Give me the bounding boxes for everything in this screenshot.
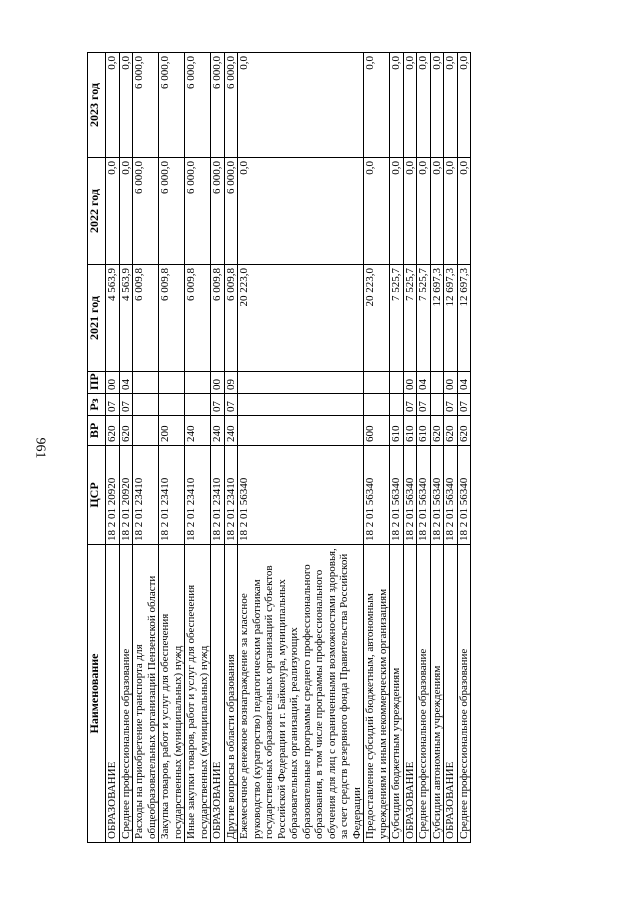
cell-rz [133, 394, 159, 416]
cell-rz: 07 [224, 394, 238, 416]
cell-pr [238, 372, 364, 394]
cell-csr: 18 2 01 56340 [390, 446, 404, 545]
cell-vr: 240 [185, 416, 211, 446]
cell-csr: 18 2 01 56340 [238, 446, 364, 545]
cell-name: Субсидии бюджетным учреждениям [390, 545, 404, 843]
table-row [417, 53, 431, 843]
cell-csr: 18 2 01 23410 [211, 446, 225, 545]
table-row [211, 53, 225, 843]
header-cell-2023: 2023 год [88, 53, 106, 158]
table-row [430, 53, 444, 843]
table-row [185, 53, 211, 843]
cell-csr: 18 2 01 20920 [106, 446, 120, 545]
cell-pr: 00 [403, 372, 417, 394]
page-number: 961 [32, 437, 48, 459]
cell-vr: 600 [364, 416, 390, 446]
cell-2021: 6 009,8 [185, 265, 211, 372]
cell-2021: 20 223,0 [238, 265, 364, 372]
cell-csr: 18 2 01 56340 [364, 446, 390, 545]
table-row [390, 53, 404, 843]
cell-vr: 240 [211, 416, 225, 446]
cell-name: Другие вопросы в области образования [224, 545, 238, 843]
cell-vr: 610 [403, 416, 417, 446]
cell-2023: 6 000,0 [159, 53, 185, 158]
cell-rz: 07 [417, 394, 431, 416]
cell-pr: 04 [119, 372, 133, 394]
cell-2022: 0,0 [364, 158, 390, 265]
table-row [224, 53, 238, 843]
cell-vr: 620 [444, 416, 458, 446]
cell-2023: 0,0 [417, 53, 431, 158]
header-cell-2021: 2021 год [88, 265, 106, 372]
cell-rz [390, 394, 404, 416]
cell-name: Среднее профессиональное образование [417, 545, 431, 843]
cell-name: ОБРАЗОВАНИЕ [211, 545, 225, 843]
cell-2022: 0,0 [457, 158, 471, 265]
cell-pr [185, 372, 211, 394]
header-cell-2022: 2022 год [88, 158, 106, 265]
cell-rz [159, 394, 185, 416]
header-cell-csr: ЦСР [88, 446, 106, 545]
cell-vr: 620 [106, 416, 120, 446]
cell-2021: 4 563,9 [106, 265, 120, 372]
cell-name: Ежемесячное денежное вознаграждение за классное руководство (кураторство) педагогическим работникам государственных образовательных организаций субъектов Российской Федерации и г. Байконура, муниципальных образовательных организаций, реализующих образовательные программы среднего профессионального образования, в том числе программы профессионального обучения для лиц с ограниченными возможностями здоровья, за счет средств резервного фонда Правительства Российской Федерации [238, 545, 364, 843]
cell-2023: 0,0 [238, 53, 364, 158]
table-body [106, 53, 471, 843]
cell-rz: 07 [403, 394, 417, 416]
cell-pr [159, 372, 185, 394]
cell-pr: 00 [211, 372, 225, 394]
cell-vr: 620 [430, 416, 444, 446]
cell-2022: 6 000,0 [159, 158, 185, 265]
cell-2023: 0,0 [390, 53, 404, 158]
cell-csr: 18 2 01 56340 [430, 446, 444, 545]
cell-pr [430, 372, 444, 394]
cell-2022: 0,0 [430, 158, 444, 265]
cell-rz: 07 [106, 394, 120, 416]
cell-2023: 6 000,0 [133, 53, 159, 158]
cell-2022: 6 000,0 [133, 158, 159, 265]
cell-csr: 18 2 01 23410 [224, 446, 238, 545]
table-row [133, 53, 159, 843]
cell-2021: 6 009,8 [133, 265, 159, 372]
cell-name: Субсидии автономным учреждениям [430, 545, 444, 843]
table-row [444, 53, 458, 843]
cell-name: ОБРАЗОВАНИЕ [106, 545, 120, 843]
table-row [119, 53, 133, 843]
rotated-page [87, 53, 527, 843]
cell-2023: 6 000,0 [185, 53, 211, 158]
cell-vr [238, 416, 364, 446]
cell-2021: 12 697,3 [430, 265, 444, 372]
table-row [159, 53, 185, 843]
cell-2021: 12 697,3 [457, 265, 471, 372]
cell-2021: 6 009,8 [224, 265, 238, 372]
cell-2023: 0,0 [364, 53, 390, 158]
cell-name: ОБРАЗОВАНИЕ [444, 545, 458, 843]
cell-2021: 6 009,8 [159, 265, 185, 372]
cell-2023: 0,0 [403, 53, 417, 158]
cell-2023: 6 000,0 [211, 53, 225, 158]
header-cell-vr: ВР [88, 416, 106, 446]
cell-name: Расходы на приобретение транспорта для общеобразовательных организаций Пензенской области [133, 545, 159, 843]
cell-csr: 18 2 01 23410 [159, 446, 185, 545]
budget-table [87, 52, 471, 843]
cell-rz [238, 394, 364, 416]
cell-pr [133, 372, 159, 394]
header-cell-pr: ПР [88, 372, 106, 394]
cell-2023: 0,0 [457, 53, 471, 158]
table-row [238, 53, 364, 843]
cell-2022: 0,0 [390, 158, 404, 265]
cell-2022: 0,0 [119, 158, 133, 265]
cell-vr: 610 [417, 416, 431, 446]
cell-2021: 7 525,7 [403, 265, 417, 372]
cell-csr: 18 2 01 56340 [403, 446, 417, 545]
cell-rz: 07 [211, 394, 225, 416]
cell-name: Предоставление субсидий бюджетным, автономным учреждениям и иным некоммерческим организациям [364, 545, 390, 843]
cell-2021: 6 009,8 [211, 265, 225, 372]
cell-vr [133, 416, 159, 446]
cell-rz: 07 [444, 394, 458, 416]
cell-pr: 00 [444, 372, 458, 394]
cell-csr: 18 2 01 56340 [417, 446, 431, 545]
cell-2021: 7 525,7 [417, 265, 431, 372]
table-row [364, 53, 390, 843]
cell-2023: 0,0 [106, 53, 120, 158]
cell-pr: 00 [106, 372, 120, 394]
cell-name: Иные закупки товаров, работ и услуг для обеспечения государственных (муниципальных) нужд [185, 545, 211, 843]
cell-2022: 0,0 [106, 158, 120, 265]
cell-rz [430, 394, 444, 416]
cell-rz: 07 [119, 394, 133, 416]
cell-2022: 6 000,0 [211, 158, 225, 265]
cell-2022: 0,0 [417, 158, 431, 265]
header-cell-name: Наименование [88, 545, 106, 843]
cell-csr: 18 2 01 56340 [444, 446, 458, 545]
cell-csr: 18 2 01 20920 [119, 446, 133, 545]
cell-name: ОБРАЗОВАНИЕ [403, 545, 417, 843]
cell-pr [390, 372, 404, 394]
cell-csr: 18 2 01 56340 [457, 446, 471, 545]
cell-csr: 18 2 01 23410 [185, 446, 211, 545]
cell-2021: 12 697,3 [444, 265, 458, 372]
cell-csr: 18 2 01 23410 [133, 446, 159, 545]
table-row [106, 53, 120, 843]
cell-2023: 0,0 [119, 53, 133, 158]
cell-2023: 6 000,0 [224, 53, 238, 158]
cell-vr: 620 [457, 416, 471, 446]
cell-2023: 0,0 [444, 53, 458, 158]
cell-2023: 0,0 [430, 53, 444, 158]
table-row [403, 53, 417, 843]
cell-2021: 7 525,7 [390, 265, 404, 372]
cell-pr [364, 372, 390, 394]
table-row [457, 53, 471, 843]
cell-pr: 04 [457, 372, 471, 394]
cell-pr: 04 [417, 372, 431, 394]
cell-name: Среднее профессиональное образование [119, 545, 133, 843]
cell-2021: 20 223,0 [364, 265, 390, 372]
header-cell-rz: Рз [88, 394, 106, 416]
cell-vr: 200 [159, 416, 185, 446]
cell-name: Среднее профессиональное образование [457, 545, 471, 843]
cell-2022: 0,0 [444, 158, 458, 265]
cell-vr: 620 [119, 416, 133, 446]
cell-2022: 6 000,0 [185, 158, 211, 265]
cell-name: Закупка товаров, работ и услуг для обеспечения государственных (муниципальных) нужд [159, 545, 185, 843]
table-header-row [88, 53, 106, 843]
cell-rz: 07 [457, 394, 471, 416]
cell-2022: 6 000,0 [224, 158, 238, 265]
cell-vr: 240 [224, 416, 238, 446]
cell-vr: 610 [390, 416, 404, 446]
cell-2022: 0,0 [403, 158, 417, 265]
cell-2022: 0,0 [238, 158, 364, 265]
cell-rz [185, 394, 211, 416]
cell-rz [364, 394, 390, 416]
cell-pr: 09 [224, 372, 238, 394]
cell-2021: 4 563,9 [119, 265, 133, 372]
